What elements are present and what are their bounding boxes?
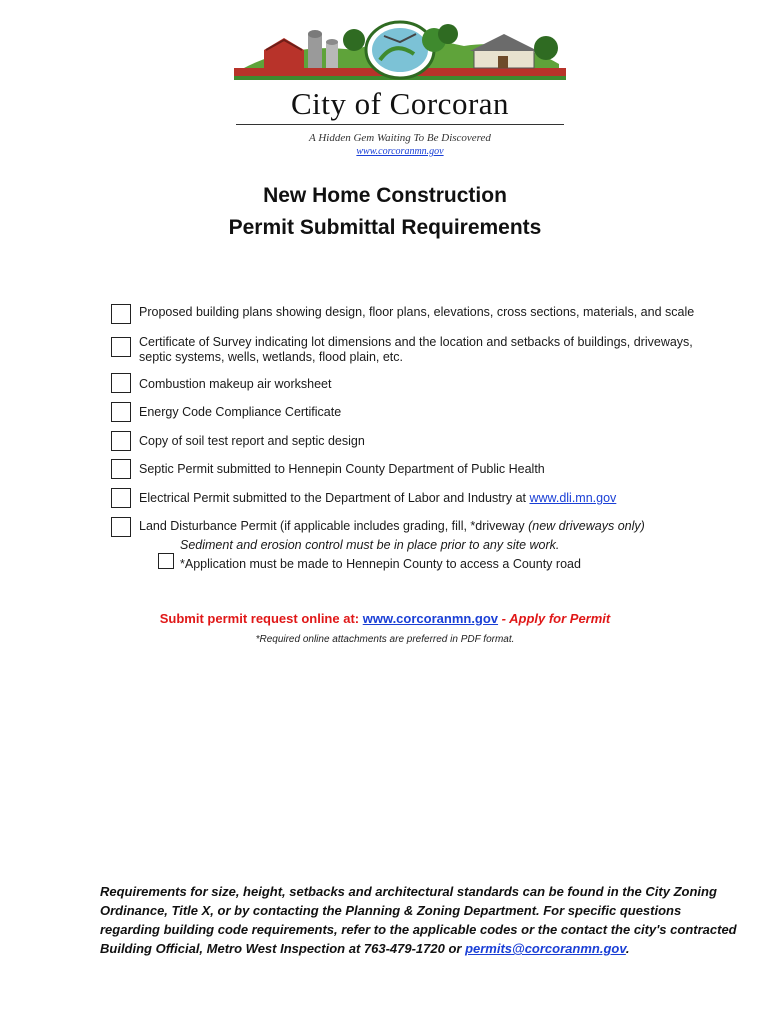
dli-link[interactable]: www.dli.mn.gov [529, 491, 617, 505]
item-land-disturbance [139, 519, 739, 534]
checkbox-combustion-air[interactable] [111, 373, 131, 393]
sediment-note: Sediment and erosion control must be in place prior to any site work. [180, 538, 560, 552]
checkbox-land-disturbance[interactable] [111, 517, 131, 537]
page-title-line2: Permit Submittal Requirements [228, 216, 542, 239]
checkbox-soil-test[interactable] [111, 431, 131, 451]
submit-instructions [0, 611, 770, 626]
footer-text: Requirements for size, height, setbacks and architectural standards can be found in the City Zoning Ordinance, Title X, or by contacting the Planning & Zoning Department. For specific questions regarding building code requirements, refer to the applicable codes or the contact the city's contracted Building Official, Metro West Inspection at 763-479-1720 or [100, 884, 737, 956]
county-road-note: *Application must be made to Hennepin County to access a County road [180, 557, 581, 571]
checkbox-county-road[interactable] [158, 553, 174, 569]
footer-end: . [625, 941, 630, 956]
submit-prefix: Submit permit request online at: [159, 611, 363, 626]
city-name: City of Corcoran [290, 86, 510, 121]
item-electrical-permit [139, 491, 616, 506]
attachments-note: *Required online attachments are preferred in PDF format. [255, 634, 515, 645]
checkbox-septic-permit[interactable] [111, 459, 131, 479]
item-energy-code: Energy Code Compliance Certificate [139, 405, 342, 419]
page-title-line1: New Home Construction [263, 184, 507, 207]
item-combustion-air: Combustion makeup air worksheet [139, 377, 332, 391]
website-link[interactable]: www.corcoranmn.gov [356, 146, 444, 157]
apply-for-permit: - Apply for Permit [498, 611, 611, 626]
permits-email-link[interactable]: permits@corcoranmn.gov [465, 941, 626, 956]
item-certificate-survey [139, 335, 739, 365]
item-septic-permit: Septic Permit submitted to Hennepin County Department of Public Health [139, 462, 545, 476]
item-electrical-permit-text: Electrical Permit submitted to the Department of Labor and Industry at [139, 491, 530, 505]
item-soil-test: Copy of soil test report and septic design [139, 434, 365, 448]
submit-url-link[interactable]: www.corcoranmn.gov [362, 611, 499, 626]
checkbox-building-plans[interactable] [111, 304, 131, 324]
city-logo-illustration [234, 20, 566, 82]
header-divider [236, 124, 564, 125]
footer-requirements [100, 882, 740, 958]
checkbox-energy-code[interactable] [111, 402, 131, 422]
item-certificate-survey-line2: septic systems, wells, wetlands, flood plain, etc. [139, 350, 404, 364]
item-land-disturbance-text: Land Disturbance Permit (if applicable includes grading, fill, *driveway [139, 519, 529, 533]
item-building-plans: Proposed building plans showing design, floor plans, elevations, cross sections, materials, and scale [139, 305, 695, 319]
checkbox-electrical-permit[interactable] [111, 488, 131, 508]
checkbox-certificate-survey[interactable] [111, 337, 131, 357]
item-land-disturbance-italic: (new driveways only) [528, 519, 645, 533]
tagline: A Hidden Gem Waiting To Be Discovered [309, 132, 491, 144]
item-certificate-survey-line1: Certificate of Survey indicating lot dimensions and the location and setbacks of buildings, driveways, [139, 335, 693, 349]
